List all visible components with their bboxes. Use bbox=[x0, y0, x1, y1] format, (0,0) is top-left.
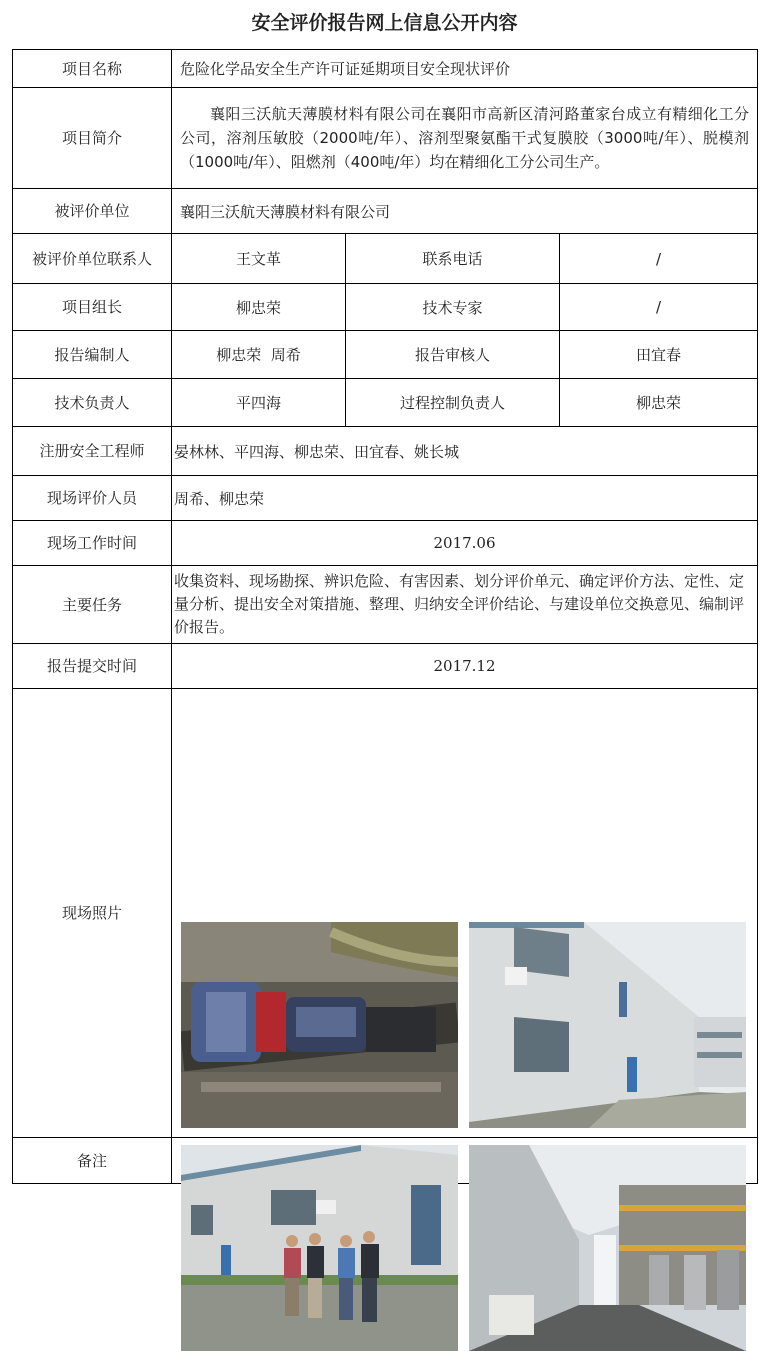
leader-label: 项目组长 bbox=[13, 284, 172, 331]
submit-time-value: 2017.12 bbox=[172, 644, 758, 689]
evaluated-unit-label: 被评价单位 bbox=[13, 189, 172, 234]
leader-value: 柳忠荣 bbox=[172, 284, 346, 331]
tech-value: 平四海 bbox=[172, 379, 346, 427]
work-time-value: 2017.06 bbox=[172, 521, 758, 566]
project-name-label: 项目名称 bbox=[13, 50, 172, 88]
row-author bbox=[13, 331, 758, 379]
work-time-label: 现场工作时间 bbox=[13, 521, 172, 566]
process-label: 过程控制负责人 bbox=[346, 379, 560, 427]
phone-value: / bbox=[560, 234, 758, 284]
contact-label: 被评价单位联系人 bbox=[13, 234, 172, 284]
photo-building-exterior bbox=[469, 922, 746, 1128]
contact-value: 王文革 bbox=[172, 234, 346, 284]
project-name-value: 危险化学品安全生产许可证延期项目安全现状评价 bbox=[172, 50, 758, 88]
engineers-label: 注册安全工程师 bbox=[13, 427, 172, 476]
project-intro-cell bbox=[172, 88, 758, 189]
photo-workshop-interior bbox=[469, 1145, 746, 1351]
row-work-time bbox=[13, 521, 758, 566]
reviewer-value: 田宜春 bbox=[560, 331, 758, 379]
info-table bbox=[12, 49, 758, 1184]
row-project-intro bbox=[13, 88, 758, 189]
row-site-staff bbox=[13, 476, 758, 521]
row-project-name bbox=[13, 50, 758, 88]
tech-label: 技术负责人 bbox=[13, 379, 172, 427]
row-tech bbox=[13, 379, 758, 427]
project-intro-label: 项目简介 bbox=[13, 88, 172, 189]
author-value: 柳忠荣 周希 bbox=[172, 331, 346, 379]
remarks-label: 备注 bbox=[13, 1138, 172, 1184]
reviewer-label: 报告审核人 bbox=[346, 331, 560, 379]
expert-label: 技术专家 bbox=[346, 284, 560, 331]
phone-label: 联系电话 bbox=[346, 234, 560, 284]
expert-value: / bbox=[560, 284, 758, 331]
row-tasks bbox=[13, 566, 758, 644]
photo-pump-coupling bbox=[181, 922, 458, 1128]
tasks-value: 收集资料、现场勘探、辨识危险、有害因素、划分评价单元、确定评价方法、定性、定量分析、提出安全对策措施、整理、归纳安全评价结论、与建设单位交换意见、编制评价报告。 bbox=[172, 566, 758, 644]
project-intro-value: 襄阳三沃航天薄膜材料有限公司在襄阳市高新区清河路董家台成立有精细化工分公司，溶剂压敏胶（2000吨/年）、溶剂型聚氨酯干式复膜胶（3000吨/年）、脱模剂（1000吨/年）、阻燃剂（400吨/年）均在精细化工分公司生产。 bbox=[180, 105, 750, 171]
author-label: 报告编制人 bbox=[13, 331, 172, 379]
evaluated-unit-value: 襄阳三沃航天薄膜材料有限公司 bbox=[172, 189, 758, 234]
row-engineers bbox=[13, 427, 758, 476]
process-value: 柳忠荣 bbox=[560, 379, 758, 427]
row-leader bbox=[13, 284, 758, 331]
page-title: 安全评价报告网上信息公开内容 bbox=[251, 12, 518, 34]
row-evaluated-unit bbox=[13, 189, 758, 234]
photos-cell bbox=[172, 689, 758, 1138]
tasks-label: 主要任务 bbox=[13, 566, 172, 644]
site-staff-label: 现场评价人员 bbox=[13, 476, 172, 521]
row-contact bbox=[13, 234, 758, 284]
photos-label: 现场照片 bbox=[13, 689, 172, 1138]
photo-team-group bbox=[181, 1145, 458, 1351]
row-submit-time bbox=[13, 644, 758, 689]
site-staff-value: 周希、柳忠荣 bbox=[172, 476, 758, 521]
engineers-value: 晏林林、平四海、柳忠荣、田宜春、姚长城 bbox=[172, 427, 758, 476]
row-photos bbox=[13, 689, 758, 1138]
submit-time-label: 报告提交时间 bbox=[13, 644, 172, 689]
